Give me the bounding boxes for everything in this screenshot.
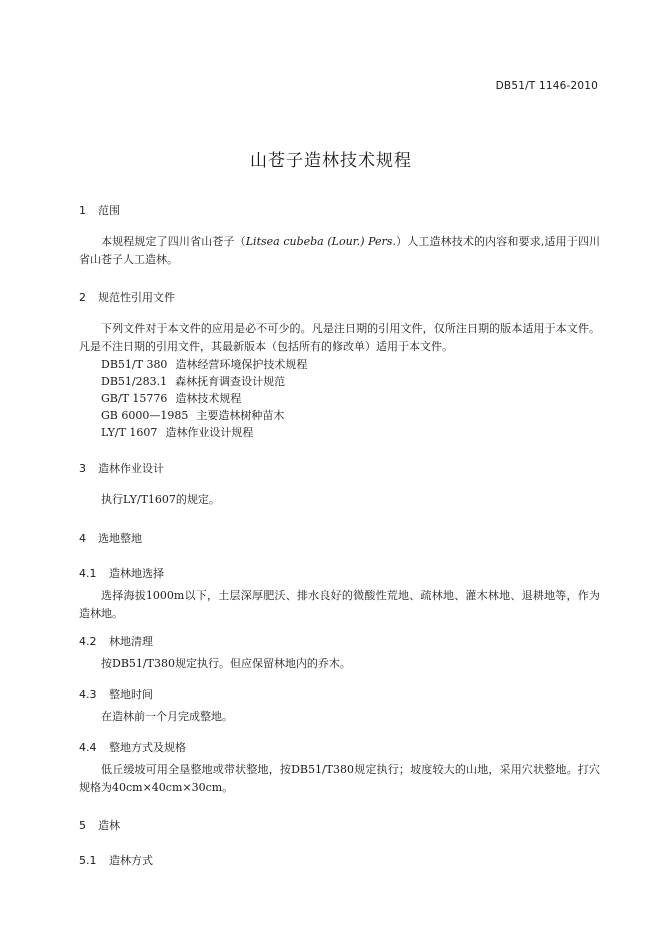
reference-name: 造林作业设计规程: [165, 426, 254, 439]
section-4-heading: [79, 530, 142, 546]
subsection-4-1-heading: [79, 565, 164, 581]
subsection-4-3-paragraph: 在造林前一个月完成整地。: [101, 710, 233, 723]
subsection-number: 4.4: [79, 741, 97, 754]
section-2-heading: [79, 289, 175, 305]
document-code: DB51/T 1146-2010: [495, 80, 598, 92]
reference-item: [101, 390, 241, 408]
reference-code: LY/T 1607: [101, 426, 158, 439]
section-2-paragraph: 下列文件对于本文件的应用是必不可少的。凡是注日期的引用文件，仅所注日期的版本适用于本文件。凡是不注日期的引用文件，其最新版本（包括所有的修改单）适用于本文件。: [79, 322, 600, 353]
section-1-heading: [79, 202, 120, 218]
reference-code: GB 6000—1985: [101, 409, 189, 422]
reference-code: DB51/283.1: [101, 375, 168, 388]
reference-name: 造林技术规程: [175, 392, 242, 405]
reference-name: 森林抚育调查设计规范: [175, 375, 286, 388]
subsection-title: 造林方式: [109, 854, 153, 867]
subsection-number: 4.3: [79, 688, 97, 701]
section-number: 4: [79, 532, 86, 545]
reference-item: [101, 356, 307, 374]
latin-species-name: Litsea cubeba (Lour.) Pers.: [245, 235, 396, 248]
paragraph-text: ）人工造林技术的内容和要求,适用于四川省山苍子人工造林。: [79, 235, 600, 266]
subsection-4-1-paragraph: 选择海拔1000m以下，土层深厚肥沃、排水良好的微酸性荒地、疏林地、灌木林地、退耕地等，作为造林地。: [79, 589, 600, 620]
section-1-paragraph: [79, 233, 600, 269]
subsection-4-3-heading: [79, 686, 153, 702]
subsection-number: 4.2: [79, 635, 97, 648]
section-number: 3: [79, 462, 86, 475]
reference-code: GB/T 15776: [101, 392, 168, 405]
paragraph-text: 本规程规定了四川省山苍子（: [101, 235, 246, 248]
subsection-title: 整地时间: [109, 688, 153, 701]
section-title: 规范性引用文件: [98, 291, 175, 304]
section-title: 造林: [98, 819, 120, 832]
reference-item: [101, 424, 253, 442]
section-number: 2: [79, 291, 86, 304]
subsection-number: 4.1: [79, 567, 97, 580]
document-title: 山苍子造林技术规程: [250, 151, 412, 171]
reference-item: [101, 407, 284, 425]
section-3-heading: [79, 460, 164, 476]
subsection-4-4-paragraph: 低丘缓坡可用全垦整地或带状整地，按DB51/T380规定执行；坡度较大的山地，采用穴状整地。打穴规格为40cm×40cm×30cm。: [79, 763, 600, 794]
section-3-paragraph: 执行LY/T1607的规定。: [101, 493, 220, 506]
subsection-5-1-heading: [79, 852, 153, 868]
reference-item: [101, 373, 285, 391]
subsection-title: 造林地选择: [109, 567, 164, 580]
section-title: 范围: [98, 204, 120, 217]
reference-code: DB51/T 380: [101, 358, 168, 371]
subsection-title: 林地清理: [109, 635, 153, 648]
section-number: 1: [79, 204, 86, 217]
section-title: 造林作业设计: [98, 462, 164, 475]
subsection-4-2-paragraph: 按DB51/T380规定执行。但应保留林地内的乔木。: [101, 657, 351, 670]
reference-name: 主要造林树种苗木: [196, 409, 285, 422]
section-number: 5: [79, 819, 86, 832]
subsection-4-4-heading: [79, 739, 186, 755]
subsection-4-2-heading: [79, 633, 153, 649]
section-title: 选地整地: [98, 532, 142, 545]
subsection-title: 整地方式及规格: [109, 741, 186, 754]
subsection-number: 5.1: [79, 854, 97, 867]
reference-name: 造林经营环境保护技术规程: [175, 358, 308, 371]
section-5-heading: [79, 817, 120, 833]
